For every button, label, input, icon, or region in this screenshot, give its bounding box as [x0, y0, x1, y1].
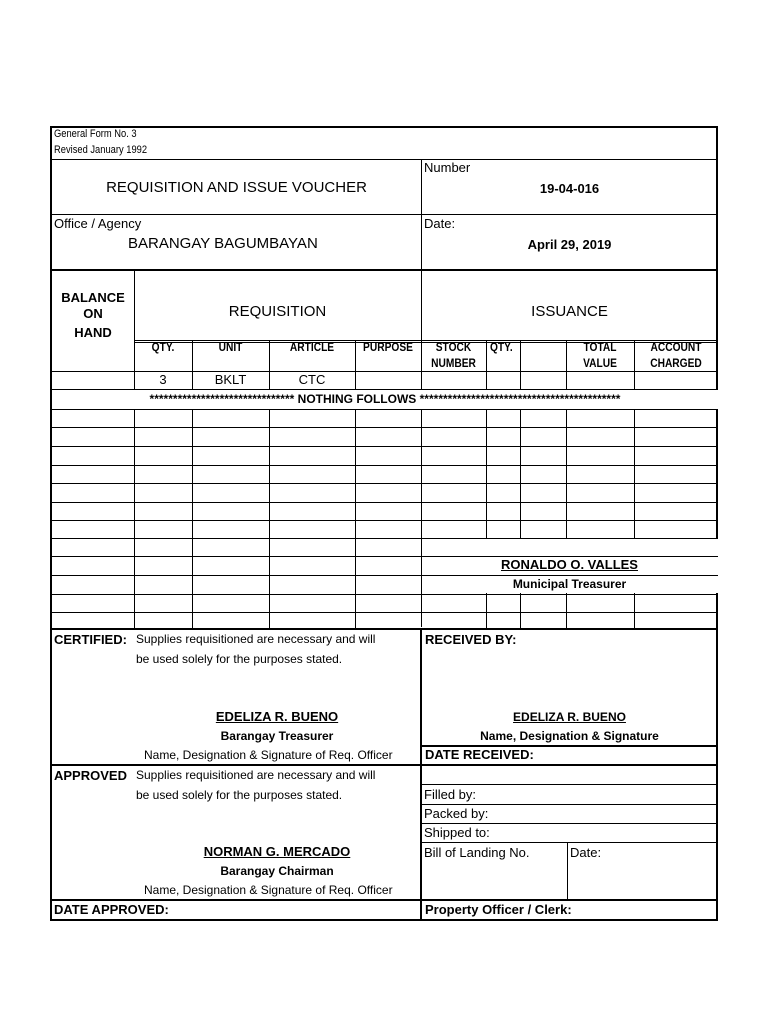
- bill-of-landing-label: Bill of Landing No.: [424, 845, 530, 860]
- property-officer-label: Property Officer / Clerk:: [425, 902, 572, 917]
- divider: [52, 628, 718, 630]
- number-label: Number: [424, 160, 471, 175]
- divider: [52, 159, 718, 160]
- divider: [421, 842, 718, 843]
- item-article: CTC: [298, 372, 326, 387]
- balance-header-line1: BALANCE: [61, 290, 125, 305]
- total-value-header-line1: TOTAL: [583, 340, 617, 354]
- certified-label: CERTIFIED:: [54, 632, 127, 647]
- item-unit: BKLT: [214, 372, 247, 387]
- item-qty: 3: [159, 372, 167, 387]
- voucher-date: April 29, 2019: [527, 237, 612, 252]
- form-number-label: General Form No. 3: [54, 128, 137, 140]
- divider: [52, 214, 718, 215]
- stock-number-header-line2: NUMBER: [431, 356, 476, 370]
- row-line: [52, 371, 718, 372]
- packed-by-label: Packed by:: [424, 806, 489, 821]
- column-line: [634, 594, 635, 629]
- account-charged-header-line2: CHARGED: [650, 356, 702, 370]
- unit-column-header: UNIT: [218, 340, 243, 354]
- certified-officer-name: EDELIZA R. BUENO: [215, 709, 339, 724]
- filled-by-label: Filled by:: [424, 787, 477, 802]
- column-line: [134, 271, 135, 627]
- row-line: [52, 446, 718, 447]
- divider: [421, 784, 718, 785]
- column-line: [134, 594, 135, 629]
- row-line: [52, 409, 718, 410]
- account-charged-header-line1: ACCOUNT: [650, 340, 702, 354]
- nothing-follows-text: ******************************* NOTHING FOLLOWS *******************************************: [149, 392, 621, 406]
- received-by-label: RECEIVED BY:: [425, 632, 517, 647]
- shipped-to-label: Shipped to:: [424, 825, 490, 840]
- treasurer-name-text: RONALDO O. VALLES: [501, 557, 638, 572]
- date-approved-label: DATE APPROVED:: [54, 902, 169, 917]
- approving-officer-designation: Barangay Chairman: [220, 864, 334, 878]
- divider: [52, 764, 718, 766]
- column-line: [192, 594, 193, 629]
- issuance-header: ISSUANCE: [531, 303, 608, 320]
- total-value-header-line2: VALUE: [583, 356, 617, 370]
- divider: [421, 823, 718, 824]
- requisition-issue-voucher-form: [50, 126, 718, 921]
- divider: [52, 269, 718, 271]
- column-line: [420, 629, 422, 921]
- office-agency-label: Office / Agency: [54, 216, 142, 231]
- row-line: [52, 502, 718, 503]
- requisition-header: REQUISITION: [228, 303, 327, 320]
- divider: [52, 899, 718, 901]
- column-line: [355, 340, 356, 604]
- qty-column-header: QTY.: [151, 340, 175, 354]
- column-line: [566, 594, 567, 629]
- row-line: [52, 465, 718, 466]
- row-line: [52, 483, 718, 484]
- approving-officer-name: NORMAN G. MERCADO: [203, 844, 351, 859]
- shipping-date-label: Date:: [570, 845, 602, 860]
- purpose-column-header: PURPOSE: [363, 340, 413, 354]
- column-line: [269, 594, 270, 629]
- treasurer-title: Municipal Treasurer: [512, 577, 627, 591]
- row-line: [52, 520, 718, 521]
- approved-signature-caption: Name, Designation & Signature of Req. Officer: [144, 883, 393, 897]
- certified-officer-designation: Barangay Treasurer: [220, 729, 334, 743]
- row-line: [52, 612, 718, 613]
- certified-signature-caption: Name, Designation & Signature of Req. Officer: [144, 748, 393, 762]
- balance-header-line2: ON: [83, 306, 103, 321]
- row-line: [52, 427, 718, 428]
- form-title: REQUISITION AND ISSUE VOUCHER: [106, 179, 367, 196]
- approved-text-line2: be used solely for the purposes stated.: [136, 788, 343, 802]
- revised-date-label: Revised January 1992: [54, 144, 148, 156]
- row-line: [52, 594, 718, 595]
- divider: [421, 804, 718, 805]
- approved-label: APPROVED: [54, 768, 127, 783]
- approved-text-line1: Supplies requisitioned are necessary and will: [136, 768, 376, 782]
- column-line: [355, 594, 356, 629]
- column-line: [567, 842, 568, 899]
- certified-text-line1: Supplies requisitioned are necessary and will: [136, 632, 376, 646]
- article-column-header: ARTICLE: [289, 340, 335, 354]
- date-label: Date:: [424, 216, 456, 231]
- stock-number-header-line1: STOCK: [435, 340, 472, 354]
- voucher-number: 19-04-016: [539, 181, 600, 196]
- column-line: [520, 594, 521, 629]
- office-agency-value: BARANGAY BAGUMBAYAN: [128, 235, 318, 252]
- balance-header-line3: HAND: [74, 325, 112, 340]
- date-received-label: DATE RECEIVED:: [425, 747, 534, 762]
- received-by-name: EDELIZA R. BUENO: [513, 710, 626, 724]
- column-line: [486, 594, 487, 629]
- certified-text-line2: be used solely for the purposes stated.: [136, 652, 343, 666]
- received-signature-caption: Name, Designation & Signature: [480, 729, 659, 743]
- issuance-qty-header: QTY.: [490, 340, 513, 354]
